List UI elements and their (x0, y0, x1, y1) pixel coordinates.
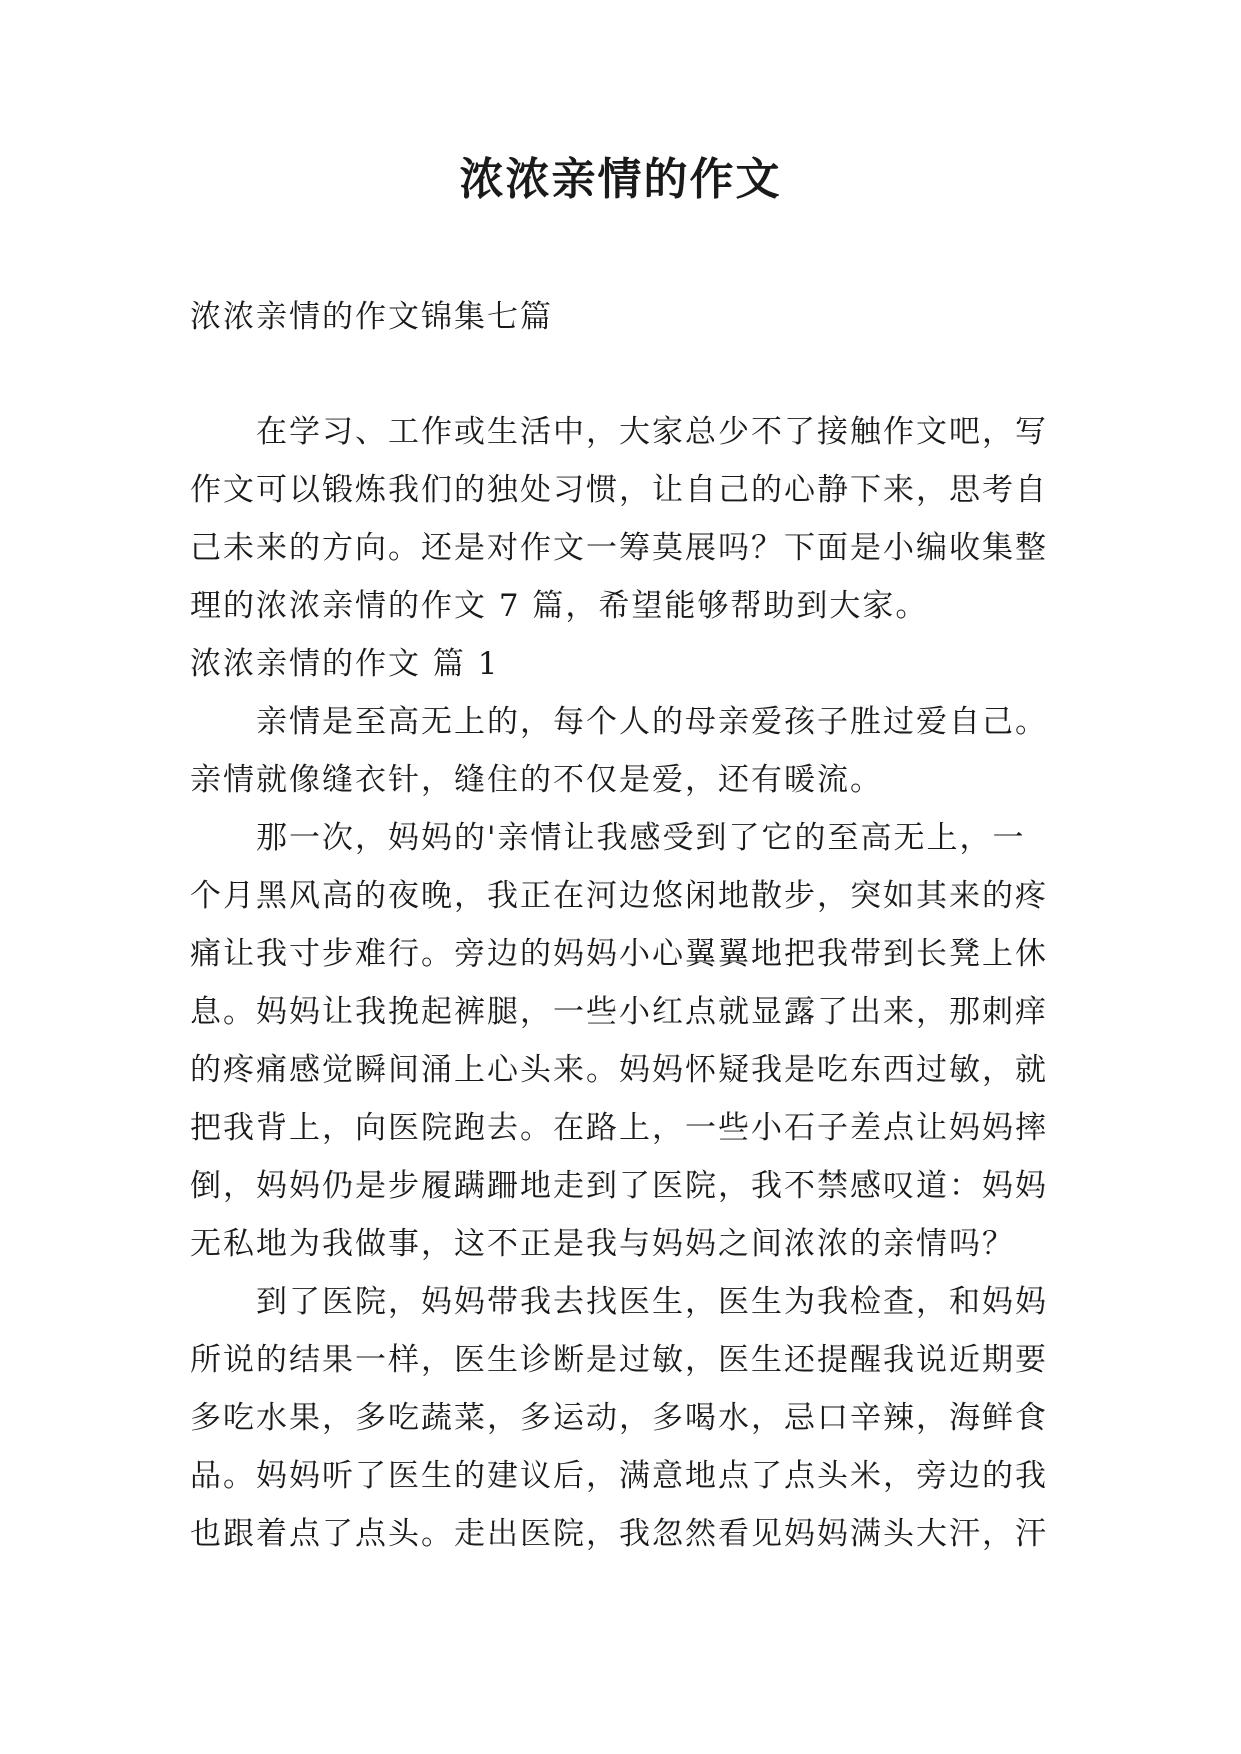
text-line: 亲情是至高无上的，每个人的母亲爱孩子胜过爱自己。 (256, 704, 1048, 740)
text-line: 己未来的方向。还是对作文一筹莫展吗？下面是小编收集整 (190, 530, 1048, 566)
text-line: 无私地为我做事，这不正是我与妈妈之间浓浓的亲情吗？ (190, 1226, 1015, 1262)
text-line: 痛让我寸步难行。旁边的妈妈小心翼翼地把我带到长凳上休 (190, 936, 1048, 972)
text-line: 到了医院，妈妈带我去找医生，医生为我检查，和妈妈 (256, 1284, 1048, 1320)
text-line: 所说的结果一样，医生诊断是过敏，医生还提醒我说近期要 (190, 1342, 1048, 1378)
text-line: 作文可以锻炼我们的独处习惯，让自己的心静下来，思考自 (190, 472, 1048, 508)
text-line: 把我背上，向医院跑去。在路上，一些小石子差点让妈妈摔 (190, 1110, 1048, 1146)
text-line: 理的浓浓亲情的作文 7 篇，希望能够帮助到大家。 (190, 588, 929, 624)
text-line: 息。妈妈让我挽起裤腿，一些小红点就显露了出来，那刺痒 (190, 994, 1048, 1030)
document-subtitle: 浓浓亲情的作文锦集七篇 (190, 299, 553, 335)
text-line: 亲情就像缝衣针，缝住的不仅是爱，还有暖流。 (190, 762, 883, 798)
document-title: 浓浓亲情的作文 (459, 154, 782, 205)
text-line: 个月黑风高的夜晚，我正在河边悠闲地散步，突如其来的疼 (190, 878, 1048, 914)
text-line: 品。妈妈听了医生的建议后，满意地点了点头米，旁边的我 (190, 1458, 1048, 1494)
document-body (190, 403, 1060, 1563)
text-line: 浓浓亲情的作文 篇 1 (190, 646, 500, 682)
text-line: 倒，妈妈仍是步履蹒跚地走到了医院，我不禁感叹道：妈妈 (190, 1168, 1048, 1204)
text-line: 的疼痛感觉瞬间涌上心头来。妈妈怀疑我是吃东西过敏，就 (190, 1052, 1048, 1088)
text-line: 那一次，妈妈的'亲情让我感受到了它的至高无上，一 (256, 820, 1026, 856)
text-line: 多吃水果，多吃蔬菜，多运动，多喝水，忌口辛辣，海鲜食 (190, 1400, 1048, 1436)
text-line: 也跟着点了点头。走出医院，我忽然看见妈妈满头大汗，汗 (190, 1516, 1048, 1552)
text-line: 在学习、工作或生活中，大家总少不了接触作文吧，写 (256, 414, 1048, 450)
